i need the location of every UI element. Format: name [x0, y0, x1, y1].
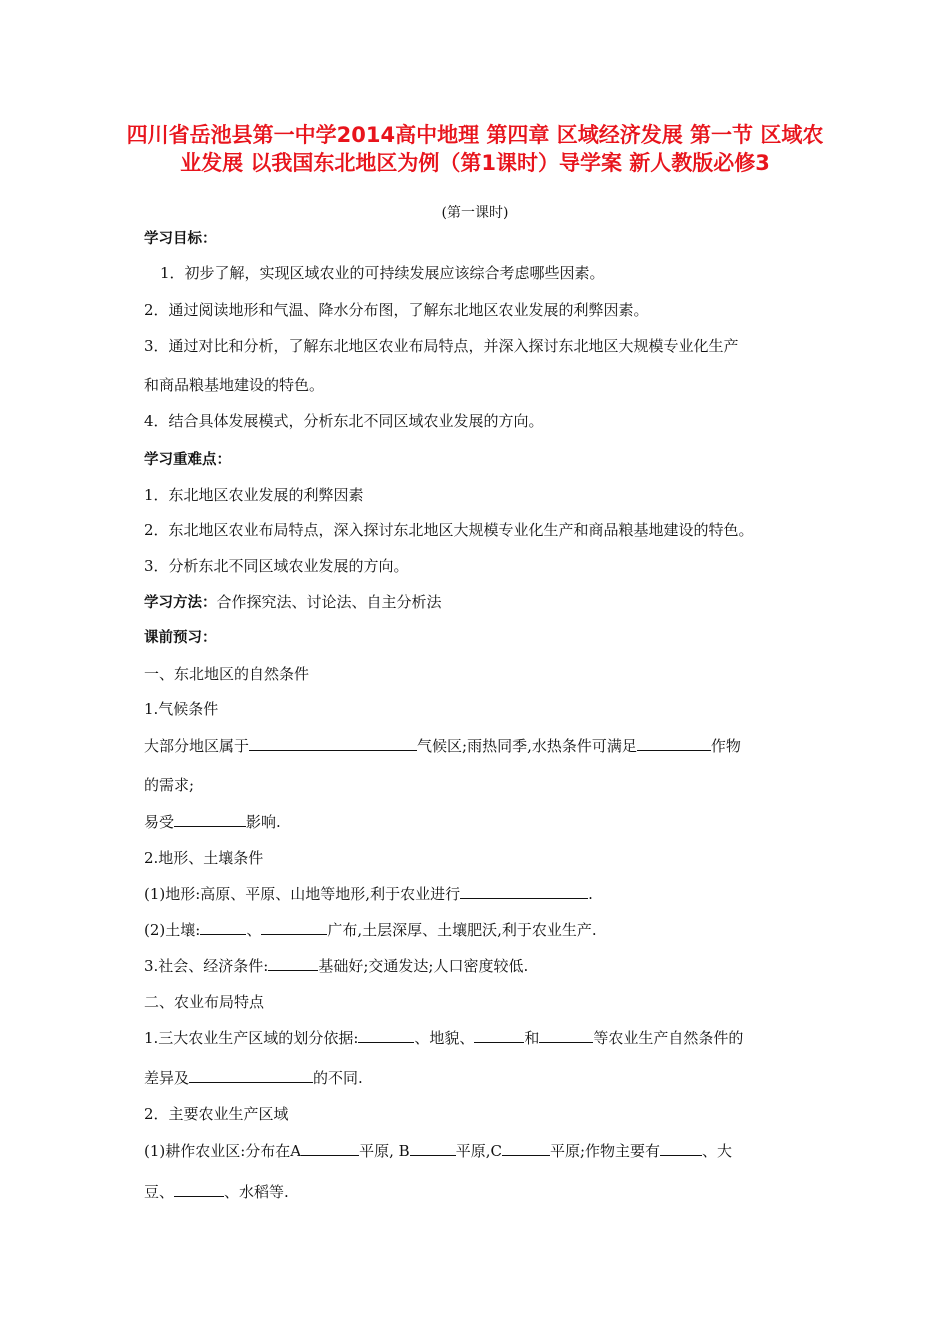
- fill-blank[interactable]: [301, 1141, 359, 1156]
- text-segment: 、地貌、: [414, 1029, 475, 1047]
- objective-item: 2．通过阅读地形和气温、降水分布图，了解东北地区农业发展的利弊因素。: [144, 301, 649, 319]
- text-segment: 豆、: [144, 1183, 175, 1201]
- text-segment: 3.社会、经济条件:: [144, 957, 269, 975]
- fill-blank[interactable]: [474, 1028, 524, 1043]
- terrain-title: 2.地形、土壤条件: [144, 849, 264, 867]
- climate-title: 1.气候条件: [144, 700, 219, 718]
- farm-line: [144, 1141, 732, 1161]
- key-points-heading: 学习重难点：: [144, 452, 231, 468]
- text-segment: 大部分地区属于: [144, 737, 250, 755]
- soil-line: [144, 920, 597, 940]
- text-segment: 基础好;交通发达;人口密度较低.: [318, 957, 529, 975]
- fill-blank[interactable]: [249, 736, 417, 751]
- text-segment: 易受: [144, 813, 175, 831]
- fill-blank[interactable]: [174, 812, 246, 827]
- text-segment: 的不同.: [313, 1069, 363, 1087]
- section-heading: 二、农业布局特点: [144, 993, 265, 1011]
- text-segment: 气候区;雨热同季,水热条件可满足: [417, 737, 637, 755]
- social-line: [144, 956, 528, 976]
- fill-blank[interactable]: [502, 1141, 550, 1156]
- fill-blank[interactable]: [460, 884, 588, 899]
- section-heading: 一、东北地区的自然条件: [144, 665, 310, 683]
- objective-item: 4．结合具体发展模式，分析东北不同区域农业发展的方向。: [144, 412, 544, 430]
- fill-blank[interactable]: [410, 1141, 456, 1156]
- regions-title: 2．主要农业生产区域: [144, 1105, 289, 1123]
- basis-line-2: [144, 1068, 363, 1088]
- climate-line-2: 的需求;: [144, 776, 195, 794]
- text-segment: 1.三大农业生产区域的划分依据:: [144, 1029, 359, 1047]
- text-segment: 广布,土层深厚、土壤肥沃,利于农业生产.: [327, 921, 597, 939]
- text-segment: 平原,C: [455, 1142, 502, 1160]
- fill-blank[interactable]: [539, 1028, 593, 1043]
- climate-line-3: [144, 812, 281, 832]
- basis-line: [144, 1028, 743, 1048]
- text-segment: (1)地形:高原、平原、山地等地形,利于农业进行: [144, 885, 461, 903]
- methods-heading: 学习方法：: [144, 595, 217, 611]
- text-segment: (1)耕作农业区:分布在A: [144, 1142, 302, 1160]
- text-segment: 差异及: [144, 1069, 190, 1087]
- text-segment: 、大: [702, 1142, 733, 1160]
- key-point-item: 3．分析东北不同区域农业发展的方向。: [144, 557, 409, 575]
- key-point-item: 2．东北地区农业布局特点，深入探讨东北地区大规模专业化生产和商品粮基地建设的特色。: [144, 521, 754, 539]
- objective-item: 1．初步了解，实现区域农业的可持续发展应该综合考虑哪些因素。: [160, 264, 605, 282]
- fill-blank[interactable]: [358, 1028, 414, 1043]
- text-segment: (2)土壤:: [144, 921, 201, 939]
- fill-blank[interactable]: [174, 1182, 224, 1197]
- fill-blank[interactable]: [268, 956, 318, 971]
- fill-blank[interactable]: [660, 1141, 702, 1156]
- objectives-heading: 学习目标：: [144, 231, 217, 247]
- text-segment: 等农业生产自然条件的: [593, 1029, 744, 1047]
- fill-blank[interactable]: [637, 736, 711, 751]
- key-point-item: 1．东北地区农业发展的利弊因素: [144, 486, 364, 504]
- text-segment: 、: [246, 921, 262, 939]
- methods-text: 合作探究法、讨论法、自主分析法: [216, 593, 442, 611]
- terrain-line: [144, 884, 593, 904]
- document-subtitle: (第一课时): [441, 205, 509, 221]
- text-segment: 平原;作物主要有: [549, 1142, 661, 1160]
- text-segment: 和: [524, 1029, 540, 1047]
- text-segment: 影响.: [246, 813, 281, 831]
- fill-blank[interactable]: [200, 920, 246, 935]
- farm-line-2: [144, 1182, 289, 1202]
- fill-blank[interactable]: [189, 1068, 313, 1083]
- fill-blank[interactable]: [261, 920, 327, 935]
- text-segment: .: [588, 885, 593, 903]
- document-title: 四川省岳池县第一中学2014高中地理 第四章 区域经济发展 第一节 区域农业发展 以我国东北地区为例（第1课时）导学案 新人教版必修3: [126, 123, 824, 175]
- climate-line: [144, 736, 741, 756]
- preview-heading: 课前预习：: [144, 630, 217, 646]
- methods-line: [144, 592, 442, 613]
- objective-item: 3．通过对比和分析，了解东北地区农业布局特点，并深入探讨东北地区大规模专业化生产: [144, 337, 739, 355]
- text-segment: 平原, B: [359, 1142, 410, 1160]
- text-segment: 作物: [710, 737, 741, 755]
- text-segment: 、水稻等.: [224, 1183, 289, 1201]
- objective-item: 和商品粮基地建设的特色。: [144, 376, 325, 394]
